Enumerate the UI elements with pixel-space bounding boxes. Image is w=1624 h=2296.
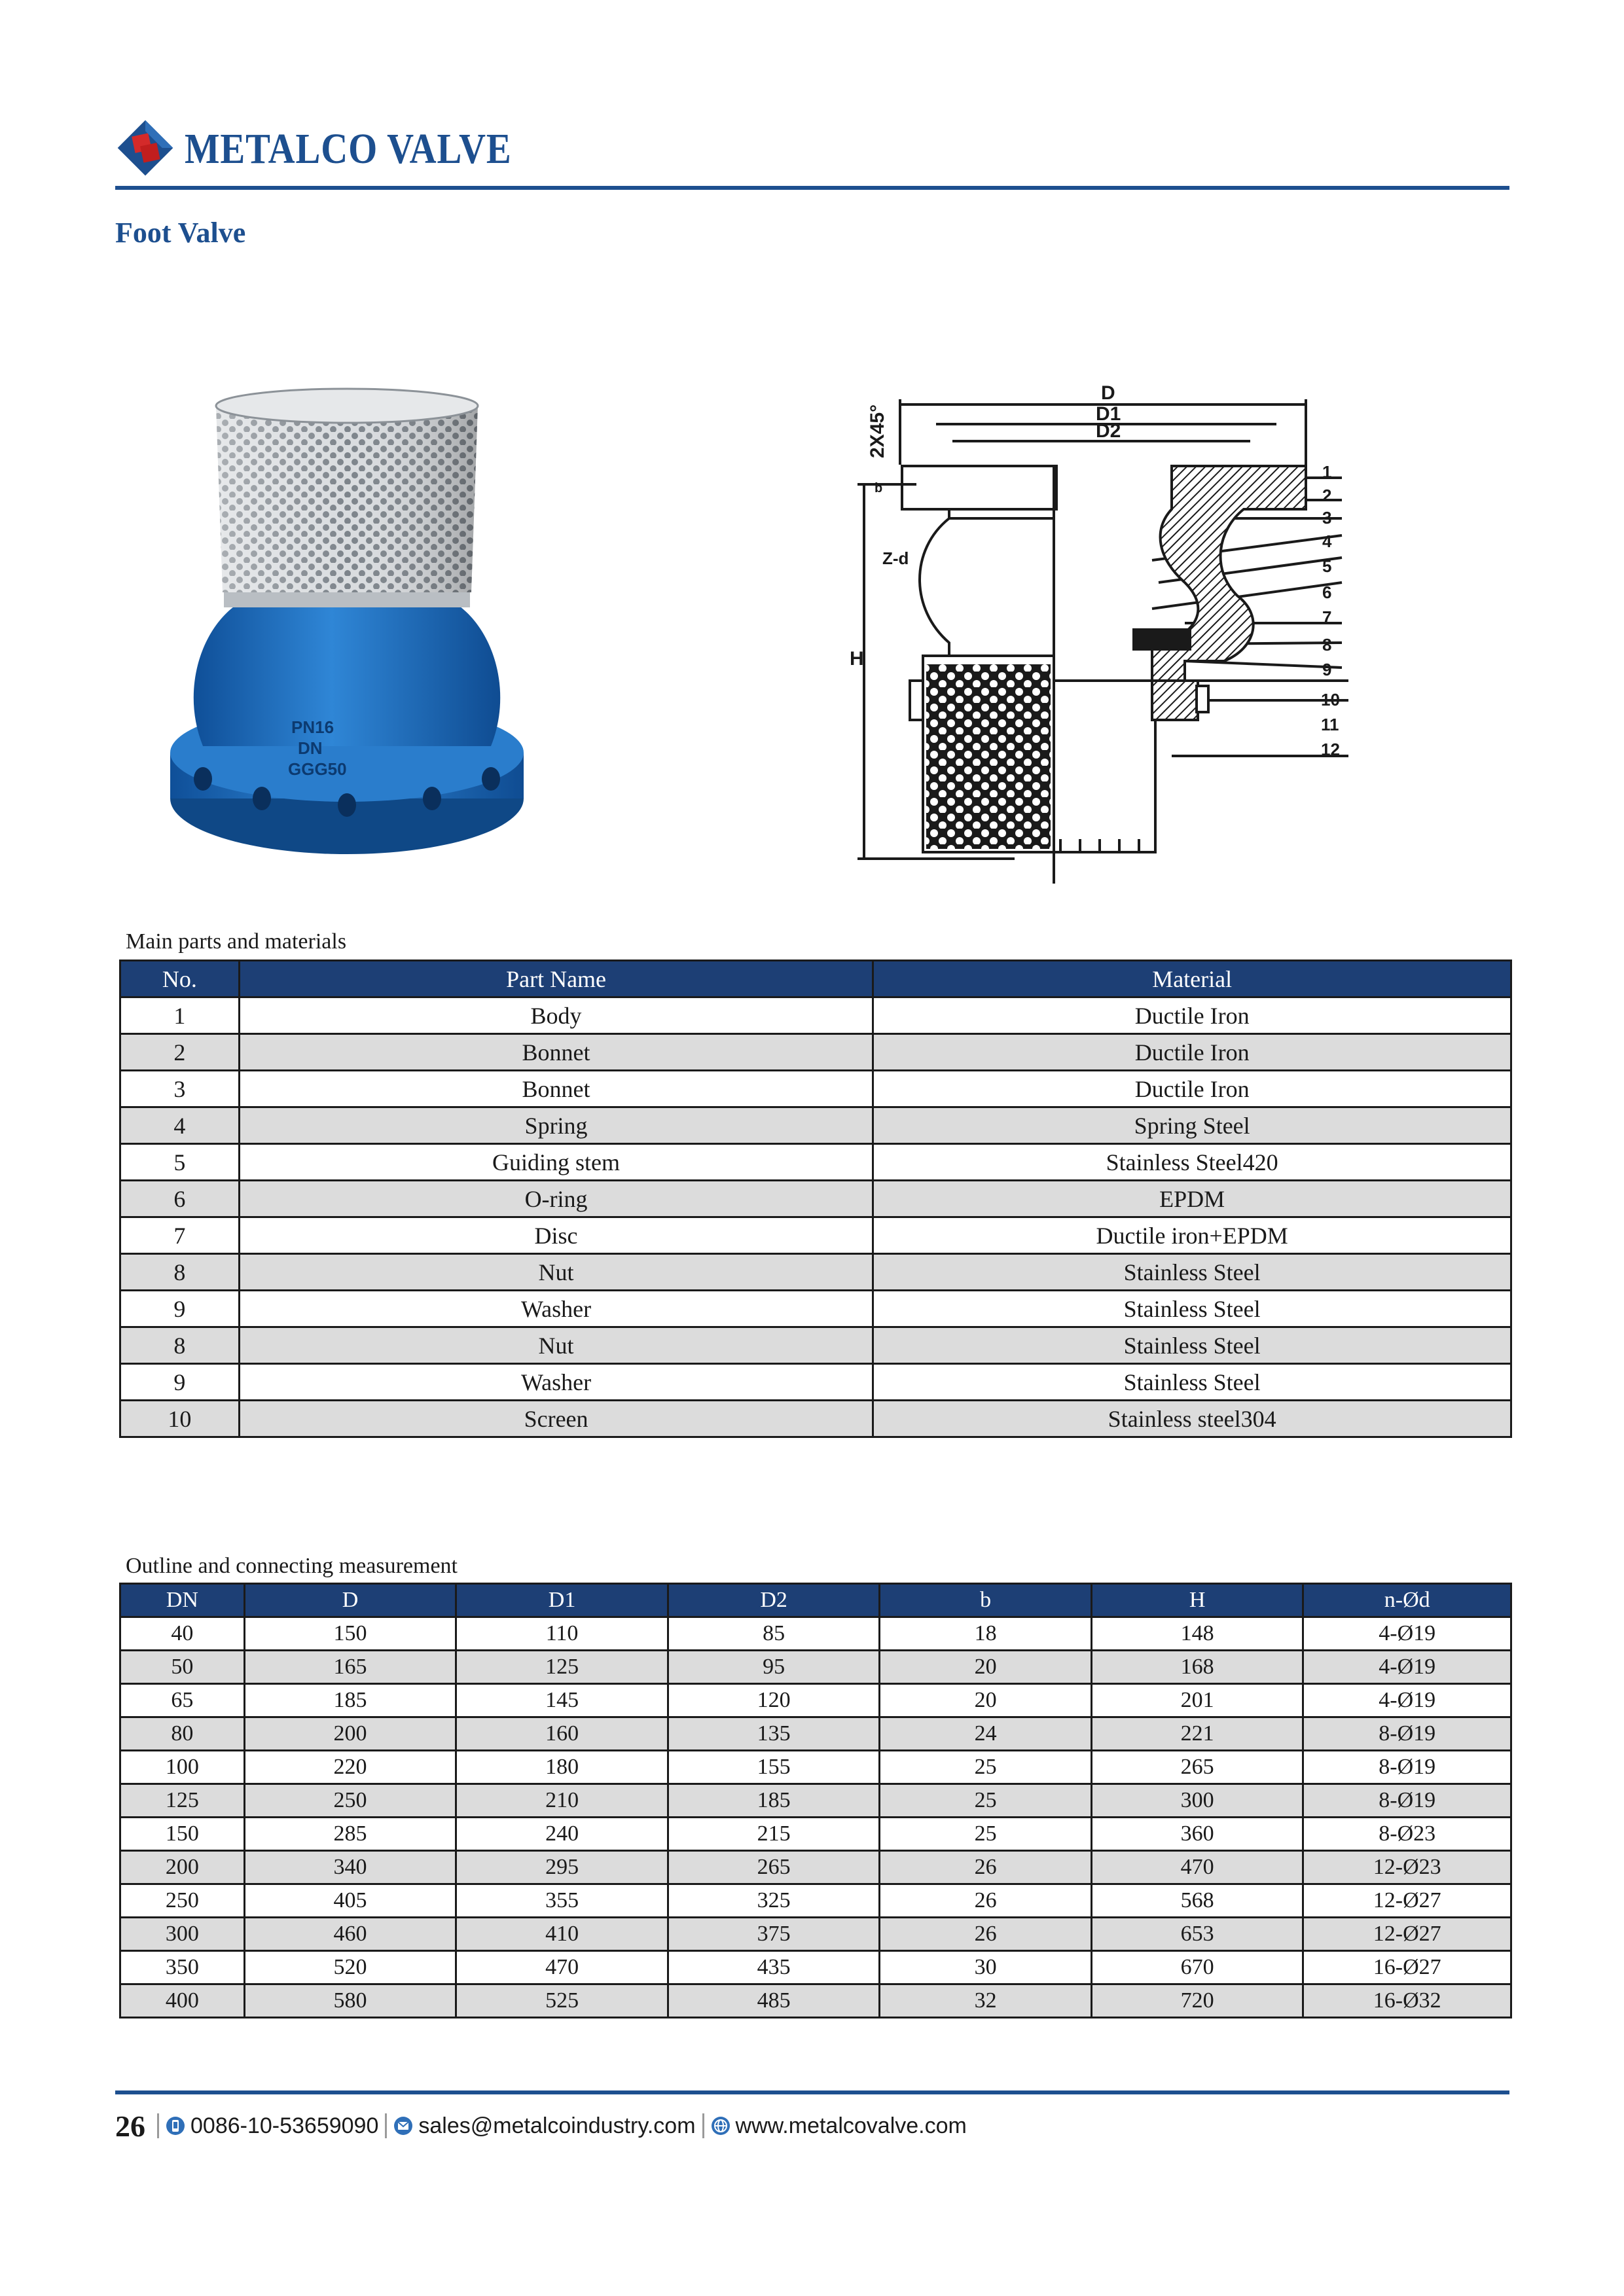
col-header: H [1091, 1584, 1303, 1617]
table-cell: 340 [244, 1851, 456, 1884]
table-cell: Guiding stem [239, 1144, 873, 1181]
table-row [120, 1651, 1511, 1684]
table-cell: 200 [244, 1717, 456, 1751]
table-cell: Nut [239, 1254, 873, 1291]
table-row [120, 1254, 1511, 1291]
table-cell: 3 [120, 1071, 240, 1107]
table-cell: Stainless Steel [873, 1254, 1511, 1291]
table-cell: Body [239, 997, 873, 1034]
table-cell: 520 [244, 1951, 456, 1984]
product-photo [164, 380, 530, 864]
table-cell: 25 [880, 1784, 1092, 1818]
table-cell: 215 [668, 1818, 880, 1851]
table-cell: 285 [244, 1818, 456, 1851]
table-cell: 85 [668, 1617, 880, 1651]
parts-header-row [120, 961, 1511, 997]
table-row [120, 1364, 1511, 1401]
table-row [120, 1327, 1511, 1364]
table-cell: Spring [239, 1107, 873, 1144]
table-cell: 410 [456, 1918, 668, 1951]
table-cell: 125 [120, 1784, 245, 1818]
divider [385, 2113, 387, 2138]
table-row [120, 1717, 1511, 1751]
table-cell: Spring Steel [873, 1107, 1511, 1144]
table-cell: 4 [120, 1107, 240, 1144]
table-cell: 9 [120, 1364, 240, 1401]
svg-text:9: 9 [1322, 660, 1332, 679]
callout-numbers [1321, 462, 1340, 759]
table-cell: 201 [1091, 1684, 1303, 1717]
table-cell: 568 [1091, 1884, 1303, 1918]
table-cell: 145 [456, 1684, 668, 1717]
table-row [120, 1217, 1511, 1254]
table-cell: 7 [120, 1217, 240, 1254]
table-cell: Washer [239, 1291, 873, 1327]
table-cell: 8 [120, 1254, 240, 1291]
table-cell: 580 [244, 1984, 456, 2018]
col-header: Part Name [239, 961, 873, 997]
col-header: n-Ød [1303, 1584, 1511, 1617]
table-cell: 120 [668, 1684, 880, 1717]
table-cell: 180 [456, 1751, 668, 1784]
website-link[interactable]: www.metalcovalve.com [735, 2113, 967, 2138]
brand-name: METALCO VALVE [185, 125, 512, 173]
table-cell: 25 [880, 1818, 1092, 1851]
table-row [120, 1818, 1511, 1851]
table-cell: 100 [120, 1751, 245, 1784]
table-cell: 168 [1091, 1651, 1303, 1684]
table-row [120, 1071, 1511, 1107]
table-cell: 221 [1091, 1717, 1303, 1751]
table-cell: Stainless steel304 [873, 1401, 1511, 1437]
table-cell: 405 [244, 1884, 456, 1918]
table-cell: Bonnet [239, 1034, 873, 1071]
table-cell: 40 [120, 1617, 245, 1651]
table-cell: 135 [668, 1717, 880, 1751]
parts-table [119, 960, 1512, 1438]
table-cell: 525 [456, 1984, 668, 2018]
page-number: 26 [115, 2109, 145, 2143]
table-cell: 265 [1091, 1751, 1303, 1784]
table-cell: Nut [239, 1327, 873, 1364]
globe-icon [711, 2116, 731, 2136]
table-cell: 355 [456, 1884, 668, 1918]
table-cell: 8-Ø19 [1303, 1751, 1511, 1784]
table-row [120, 1291, 1511, 1327]
table-cell: 240 [456, 1818, 668, 1851]
table-cell: 26 [880, 1918, 1092, 1951]
dimensions-caption: Outline and connecting measurement [126, 1554, 458, 1578]
table-cell: 12-Ø23 [1303, 1851, 1511, 1884]
email-icon [393, 2116, 413, 2136]
svg-text:H: H [850, 648, 864, 670]
table-cell: 9 [120, 1291, 240, 1327]
svg-text:5: 5 [1322, 556, 1332, 576]
svg-text:4: 4 [1322, 531, 1332, 551]
table-cell: Ductile Iron [873, 997, 1511, 1034]
phone-number: 0086-10-53659090 [190, 2113, 379, 2138]
svg-text:10: 10 [1321, 690, 1340, 709]
svg-text:6: 6 [1322, 583, 1332, 602]
table-row [120, 1884, 1511, 1918]
header-rule [115, 186, 1509, 190]
table-cell: 720 [1091, 1984, 1303, 2018]
table-cell: Stainless Steel [873, 1364, 1511, 1401]
table-cell: O-ring [239, 1181, 873, 1217]
col-header: D [244, 1584, 456, 1617]
col-header: b [880, 1584, 1092, 1617]
table-cell: 150 [244, 1617, 456, 1651]
table-cell: 150 [120, 1818, 245, 1851]
table-cell: 4-Ø19 [1303, 1617, 1511, 1651]
table-cell: 360 [1091, 1818, 1303, 1851]
parts-caption: Main parts and materials [126, 929, 347, 954]
table-cell: Ductile iron+EPDM [873, 1217, 1511, 1254]
col-header: D1 [456, 1584, 668, 1617]
svg-text:Z-d: Z-d [882, 548, 909, 568]
table-cell: 65 [120, 1684, 245, 1717]
table-cell: 165 [244, 1651, 456, 1684]
table-cell: 18 [880, 1617, 1092, 1651]
table-row [120, 1107, 1511, 1144]
table-cell: 210 [456, 1784, 668, 1818]
table-cell: 300 [1091, 1784, 1303, 1818]
svg-text:3: 3 [1322, 508, 1332, 528]
table-cell: Ductile Iron [873, 1071, 1511, 1107]
table-cell: Stainless Steel [873, 1291, 1511, 1327]
table-cell: 16-Ø27 [1303, 1951, 1511, 1984]
table-cell: 26 [880, 1851, 1092, 1884]
table-cell: 300 [120, 1918, 245, 1951]
footer-rule [115, 2090, 1509, 2094]
table-cell: 435 [668, 1951, 880, 1984]
svg-text:D: D [1101, 382, 1115, 404]
dimensions-header-row [120, 1584, 1511, 1617]
table-cell: 24 [880, 1717, 1092, 1751]
table-row [120, 1144, 1511, 1181]
table-cell: 470 [456, 1951, 668, 1984]
footer [115, 2106, 967, 2145]
table-cell: 220 [244, 1751, 456, 1784]
table-cell: 8-Ø19 [1303, 1784, 1511, 1818]
table-cell: 2 [120, 1034, 240, 1071]
svg-text:7: 7 [1322, 607, 1332, 627]
divider [702, 2113, 704, 2138]
table-row [120, 1918, 1511, 1951]
table-cell: Bonnet [239, 1071, 873, 1107]
table-cell: 8-Ø23 [1303, 1818, 1511, 1851]
table-cell: 25 [880, 1751, 1092, 1784]
table-cell: 1 [120, 997, 240, 1034]
table-cell: 400 [120, 1984, 245, 2018]
table-cell: 8-Ø19 [1303, 1717, 1511, 1751]
table-cell: 50 [120, 1651, 245, 1684]
table-cell: Stainless Steel [873, 1327, 1511, 1364]
table-cell: 5 [120, 1144, 240, 1181]
table-cell: 470 [1091, 1851, 1303, 1884]
svg-text:1: 1 [1322, 462, 1332, 482]
col-header: Material [873, 961, 1511, 997]
table-cell: 125 [456, 1651, 668, 1684]
phone-icon [166, 2116, 185, 2136]
table-row [120, 1684, 1511, 1717]
table-row [120, 1401, 1511, 1437]
table-row [120, 1617, 1511, 1651]
table-row [120, 1851, 1511, 1884]
table-cell: 110 [456, 1617, 668, 1651]
table-cell: 32 [880, 1984, 1092, 2018]
svg-text:D1: D1 [1096, 403, 1121, 425]
svg-text:2X45°: 2X45° [867, 404, 888, 458]
table-cell: 350 [120, 1951, 245, 1984]
col-header: No. [120, 961, 240, 997]
table-cell: 185 [668, 1784, 880, 1818]
table-cell: Screen [239, 1401, 873, 1437]
svg-text:GGG50: GGG50 [288, 759, 347, 779]
table-cell: 148 [1091, 1617, 1303, 1651]
table-cell: 295 [456, 1851, 668, 1884]
table-cell: 250 [120, 1884, 245, 1918]
svg-text:11: 11 [1321, 715, 1339, 734]
table-row [120, 1984, 1511, 2018]
logo-icon [115, 118, 175, 178]
table-cell: 30 [880, 1951, 1092, 1984]
table-cell: 325 [668, 1884, 880, 1918]
divider [157, 2113, 159, 2138]
svg-text:DN: DN [298, 738, 323, 758]
table-cell: EPDM [873, 1181, 1511, 1217]
table-row [120, 1751, 1511, 1784]
table-row [120, 1034, 1511, 1071]
table-cell: 485 [668, 1984, 880, 2018]
table-cell: 20 [880, 1651, 1092, 1684]
col-header: DN [120, 1584, 245, 1617]
svg-text:b: b [875, 481, 883, 495]
svg-text:2: 2 [1322, 486, 1332, 505]
dimensions-table [119, 1583, 1512, 2018]
page-title: Foot Valve [115, 217, 246, 249]
table-cell: 95 [668, 1651, 880, 1684]
table-row [120, 1951, 1511, 1984]
table-row [120, 1181, 1511, 1217]
table-cell: 12-Ø27 [1303, 1884, 1511, 1918]
table-cell: 155 [668, 1751, 880, 1784]
table-cell: 265 [668, 1851, 880, 1884]
svg-text:8: 8 [1322, 635, 1332, 655]
table-cell: Stainless Steel420 [873, 1144, 1511, 1181]
table-cell: 4-Ø19 [1303, 1651, 1511, 1684]
table-cell: 10 [120, 1401, 240, 1437]
table-cell: 20 [880, 1684, 1092, 1717]
table-cell: 6 [120, 1181, 240, 1217]
table-cell: 80 [120, 1717, 245, 1751]
table-cell: 670 [1091, 1951, 1303, 1984]
table-cell: 653 [1091, 1918, 1303, 1951]
svg-text:12: 12 [1321, 740, 1340, 759]
table-cell: 250 [244, 1784, 456, 1818]
table-cell: Washer [239, 1364, 873, 1401]
svg-text:D2: D2 [1096, 420, 1121, 442]
table-row [120, 1784, 1511, 1818]
table-cell: 16-Ø32 [1303, 1984, 1511, 2018]
table-cell: 4-Ø19 [1303, 1684, 1511, 1717]
col-header: D2 [668, 1584, 880, 1617]
table-cell: 160 [456, 1717, 668, 1751]
table-cell: Ductile Iron [873, 1034, 1511, 1071]
table-row [120, 997, 1511, 1034]
table-cell: Disc [239, 1217, 873, 1254]
table-cell: 185 [244, 1684, 456, 1717]
table-cell: 12-Ø27 [1303, 1918, 1511, 1951]
svg-text:PN16: PN16 [291, 717, 334, 737]
sectional-drawing [844, 373, 1362, 884]
email-link[interactable]: sales@metalcoindustry.com [418, 2113, 696, 2138]
table-cell: 200 [120, 1851, 245, 1884]
table-cell: 8 [120, 1327, 240, 1364]
table-cell: 375 [668, 1918, 880, 1951]
table-cell: 26 [880, 1884, 1092, 1918]
table-cell: 460 [244, 1918, 456, 1951]
